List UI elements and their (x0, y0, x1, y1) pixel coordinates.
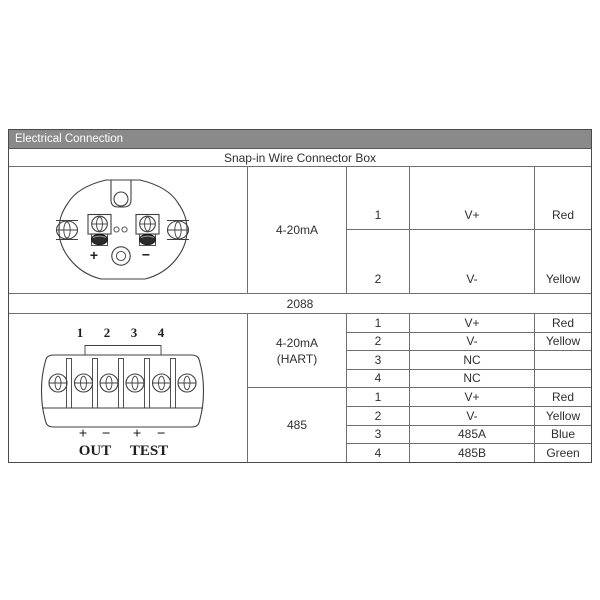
group-rows (347, 314, 591, 387)
pin-number-1: 1 (76, 325, 84, 340)
terminal-cell: V- (410, 407, 535, 425)
table-row (347, 426, 591, 445)
model-2088-section (9, 314, 591, 462)
terminal-cell: V+ (410, 167, 535, 229)
screw-icon (178, 374, 196, 392)
group-4-20ma-hart (248, 314, 591, 388)
table-row (347, 388, 591, 407)
signal-type-cell (248, 167, 347, 293)
wire-color-cell: Red (551, 208, 574, 222)
mounting-screw-left-icon (56, 220, 78, 239)
screw-icon (126, 374, 144, 392)
pin-cell: 1 (347, 388, 410, 406)
pin-cell: 2 (347, 407, 410, 425)
table-row (347, 230, 591, 293)
group-label-line1: 485 (286, 418, 308, 432)
center-hole-right (122, 226, 127, 231)
wire-color-cell: Blue (550, 427, 576, 442)
table-row (347, 370, 591, 388)
wire-color-cell (535, 351, 591, 369)
group-label-line1: 4-20mA (275, 335, 319, 350)
separator-bar (171, 359, 176, 409)
polarity-minus-2: − (156, 426, 166, 442)
connector-box-rows (347, 167, 591, 293)
table-row (347, 314, 591, 333)
wire-color-cell: Green (546, 446, 580, 461)
wire-color-cell: Yellow (545, 272, 581, 286)
terminal-bracket (85, 346, 161, 356)
table-header (9, 130, 591, 149)
wire-color-cell: Yellow (545, 334, 581, 349)
screw-icon (75, 374, 93, 392)
screw-icon (100, 374, 118, 392)
wire-color-cell (535, 370, 591, 388)
terminal-cell: NC (410, 351, 535, 369)
block-body (42, 355, 204, 427)
connector-box-section (9, 167, 591, 294)
tab-hole (114, 192, 128, 206)
wire-color-cell: Red (551, 389, 574, 404)
pin-cell: 2 (347, 230, 410, 293)
polarity-plus-2: + (132, 426, 142, 442)
bottom-boss-inner (116, 251, 125, 260)
group-rows (347, 388, 591, 462)
polarity-minus-1: − (101, 426, 111, 442)
table-title: Electrical Connection (15, 133, 124, 145)
model-2088-label: 2088 (286, 296, 314, 311)
terminal-minus-icon (136, 214, 159, 245)
terminal-cell: V+ (410, 388, 535, 406)
group-label-cell (248, 388, 347, 462)
terminal-block-diagram (9, 314, 247, 462)
group-label-line2: (HART) (276, 351, 318, 366)
out-label: OUT (78, 443, 112, 459)
terminal-cell: 485A (410, 426, 535, 444)
signal-type-label: 4-20mA (275, 223, 319, 237)
test-label: TEST (129, 443, 169, 459)
terminal-block-diagram-cell (9, 314, 248, 462)
table-row (347, 333, 591, 352)
top-tab (111, 180, 131, 207)
table-row (347, 407, 591, 426)
wire-color-cell: Red (551, 315, 574, 330)
pin-cell: 1 (347, 314, 410, 332)
terminal-cell: NC (410, 370, 535, 388)
model-2088-row (9, 294, 591, 314)
round-connector-diagram (9, 168, 247, 293)
table-row (347, 167, 591, 230)
table-row (347, 351, 591, 370)
terminal-plus-icon (88, 214, 111, 245)
separator-bar (93, 359, 98, 409)
pin-cell: 3 (347, 426, 410, 444)
pin-number-2: 2 (103, 325, 111, 340)
minus-label: − (141, 246, 151, 262)
pin-cell: 4 (347, 370, 410, 388)
pin-number-4: 4 (157, 325, 165, 340)
plus-label: + (89, 246, 99, 263)
mounting-screw-right-icon (167, 220, 189, 239)
electrical-connection-table (8, 129, 592, 463)
polarity-plus-1: + (78, 426, 88, 442)
subheader-row (9, 149, 591, 167)
terminal-cell: V+ (410, 314, 535, 332)
pin-cell: 2 (347, 333, 410, 351)
group-485 (248, 388, 591, 462)
round-connector-diagram-cell (9, 167, 248, 293)
terminal-cell: 485B (410, 444, 535, 462)
terminal-cell: V- (410, 333, 535, 351)
center-hole-left (114, 226, 119, 231)
terminal-cell: V- (410, 230, 535, 293)
pin-cell: 3 (347, 351, 410, 369)
separator-bar (145, 359, 150, 409)
table-row (347, 444, 591, 462)
screw-icon (49, 374, 67, 392)
group-label-cell (248, 314, 347, 387)
model-2088-groups (248, 314, 591, 462)
separator-bar (119, 359, 124, 409)
pin-number-3: 3 (130, 325, 138, 340)
bottom-boss-outer (112, 246, 130, 264)
screw-icon (153, 374, 171, 392)
subheader-title: Snap-in Wire Connector Box (223, 150, 377, 165)
pin-cell: 1 (347, 167, 410, 229)
wire-color-cell: Yellow (545, 408, 581, 423)
pin-cell: 4 (347, 444, 410, 462)
